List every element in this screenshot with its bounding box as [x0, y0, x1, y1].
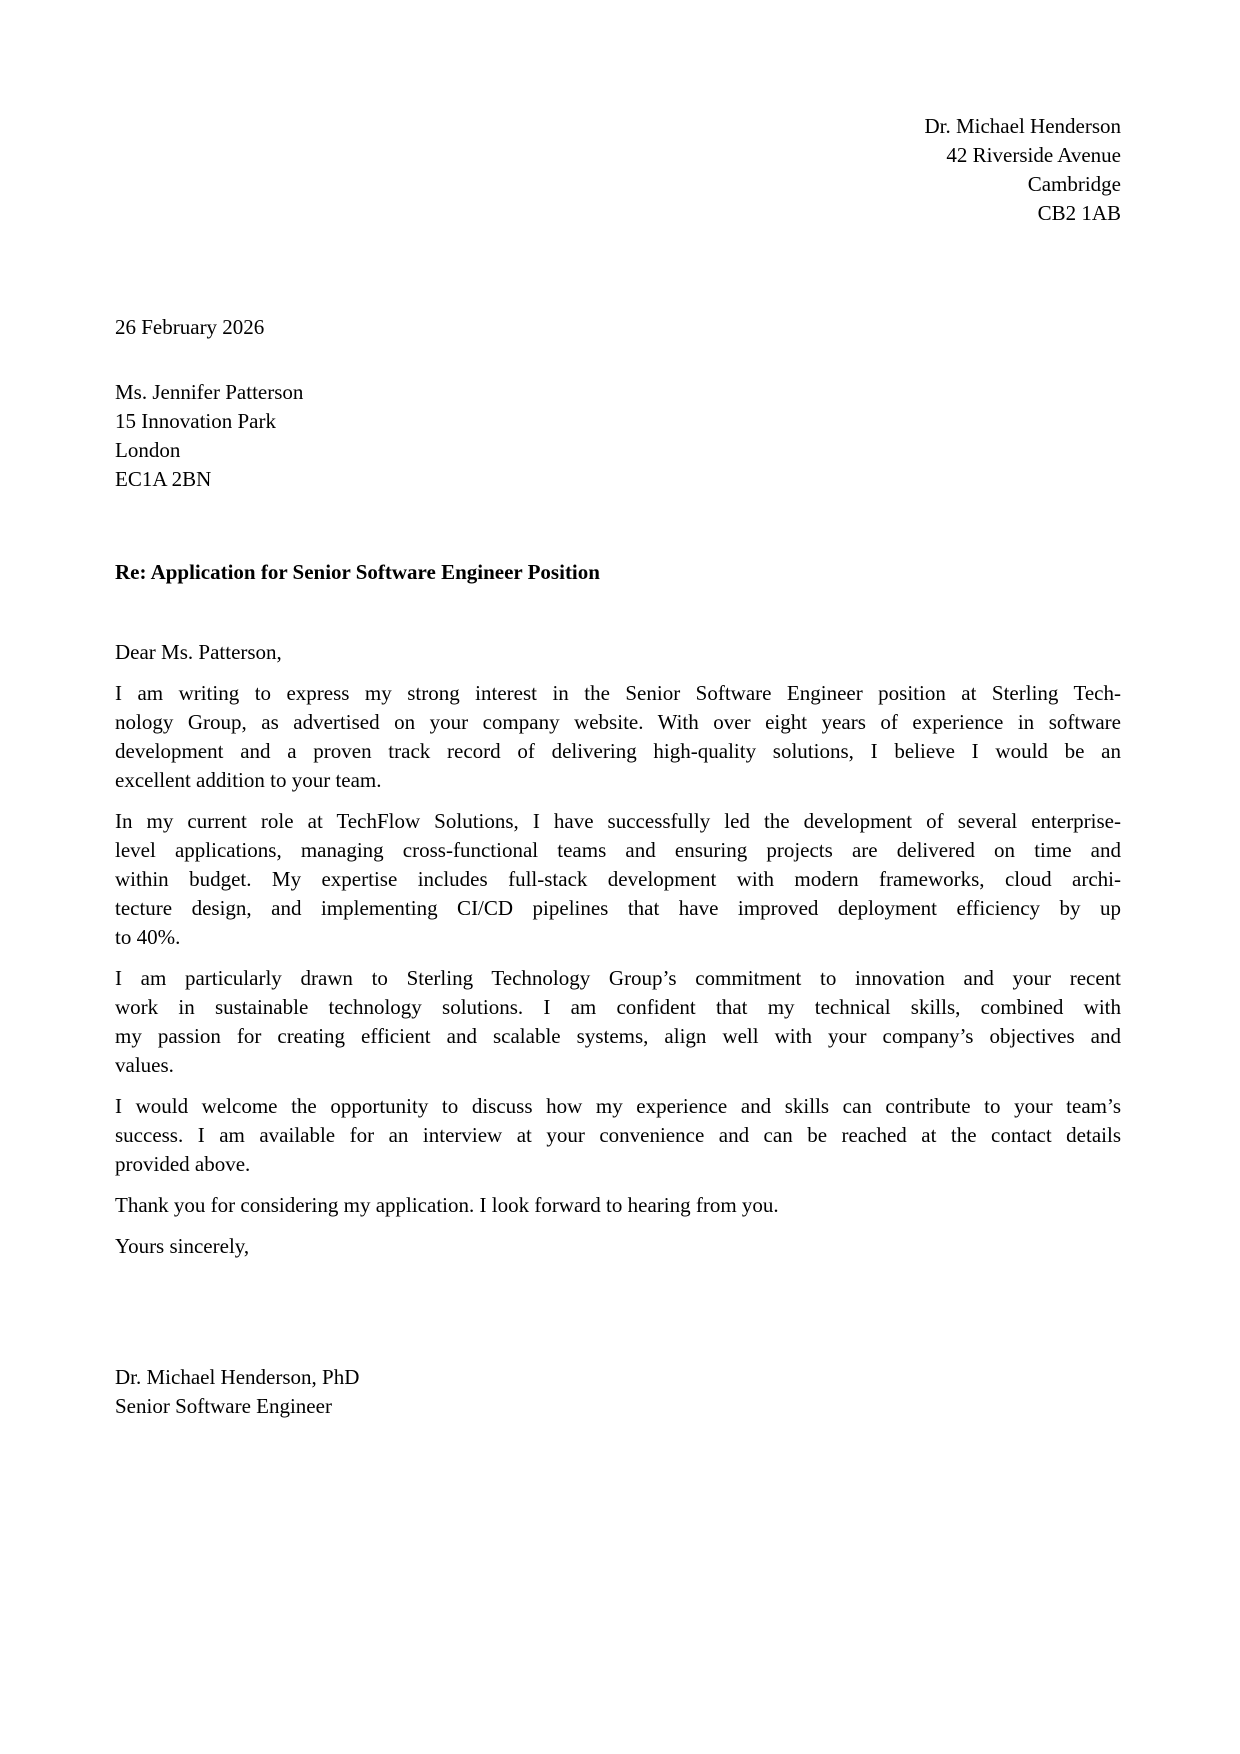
recipient-address-block [115, 378, 1121, 494]
recipient-name: Ms. Jennifer Patterson [115, 380, 304, 404]
sender-city: Cambridge [1027, 172, 1121, 196]
salutation: Dear Ms. Patterson, [115, 640, 282, 664]
sender-street: 42 Riverside Avenue [946, 143, 1121, 167]
body-line: within budget. My expertise includes full-stack development with modern frameworks, cloud archi- [115, 867, 1121, 891]
body-line: I am particularly drawn to Sterling Technology Group’s commitment to innovation and your recent [115, 966, 1121, 990]
body-line: excellent addition to your team. [115, 768, 382, 792]
body-line: I would welcome the opportunity to discuss how my experience and skills can contribute to your team’s [115, 1094, 1121, 1118]
recipient-postcode: EC1A 2BN [115, 467, 212, 491]
body-line: I am writing to express my strong interest in the Senior Software Engineer position at Sterling Tech- [115, 681, 1121, 705]
sender-name: Dr. Michael Henderson [924, 114, 1121, 138]
closing-valediction: Yours sincerely, [115, 1234, 250, 1258]
body-line: success. I am available for an interview at your convenience and can be reached at the contact details [115, 1123, 1121, 1147]
body-line: tecture design, and implementing CI/CD pipelines that have improved deployment efficiency by up [115, 896, 1121, 920]
body-line: work in sustainable technology solutions. I am confident that my technical skills, combined with [115, 995, 1121, 1019]
body-line: nology Group, as advertised on your company website. With over eight years of experience in software [115, 710, 1121, 734]
body-paragraph [115, 1191, 1121, 1220]
sender-postcode: CB2 1AB [1037, 201, 1121, 225]
body-line: to 40%. [115, 925, 181, 949]
body-line: values. [115, 1053, 174, 1077]
signature-block [115, 1363, 1121, 1421]
recipient-street: 15 Innovation Park [115, 409, 276, 433]
body-line: my passion for creating efficient and scalable systems, align well with your company’s objectives and [115, 1024, 1121, 1048]
body-line: In my current role at TechFlow Solutions, I have successfully led the development of several enterprise- [115, 809, 1121, 833]
body-line: provided above. [115, 1152, 251, 1176]
letter-date: 26 February 2026 [115, 315, 265, 339]
subject-line: Re: Application for Senior Software Engineer Position [115, 560, 600, 584]
recipient-city: London [115, 438, 181, 462]
body-paragraph [115, 679, 1121, 795]
body-line: Thank you for considering my application. I look forward to hearing from you. [115, 1193, 779, 1217]
signature-name: Dr. Michael Henderson, PhD [115, 1365, 360, 1389]
body-paragraph [115, 964, 1121, 1080]
body-paragraph [115, 807, 1121, 952]
sender-address-block [115, 112, 1121, 228]
body-paragraph [115, 1092, 1121, 1179]
body-line: level applications, managing cross-functional teams and ensuring projects are delivered on time and [115, 838, 1121, 862]
body-line: development and a proven track record of delivering high-quality solutions, I believe I would be an [115, 739, 1121, 763]
signature-title: Senior Software Engineer [115, 1394, 332, 1418]
